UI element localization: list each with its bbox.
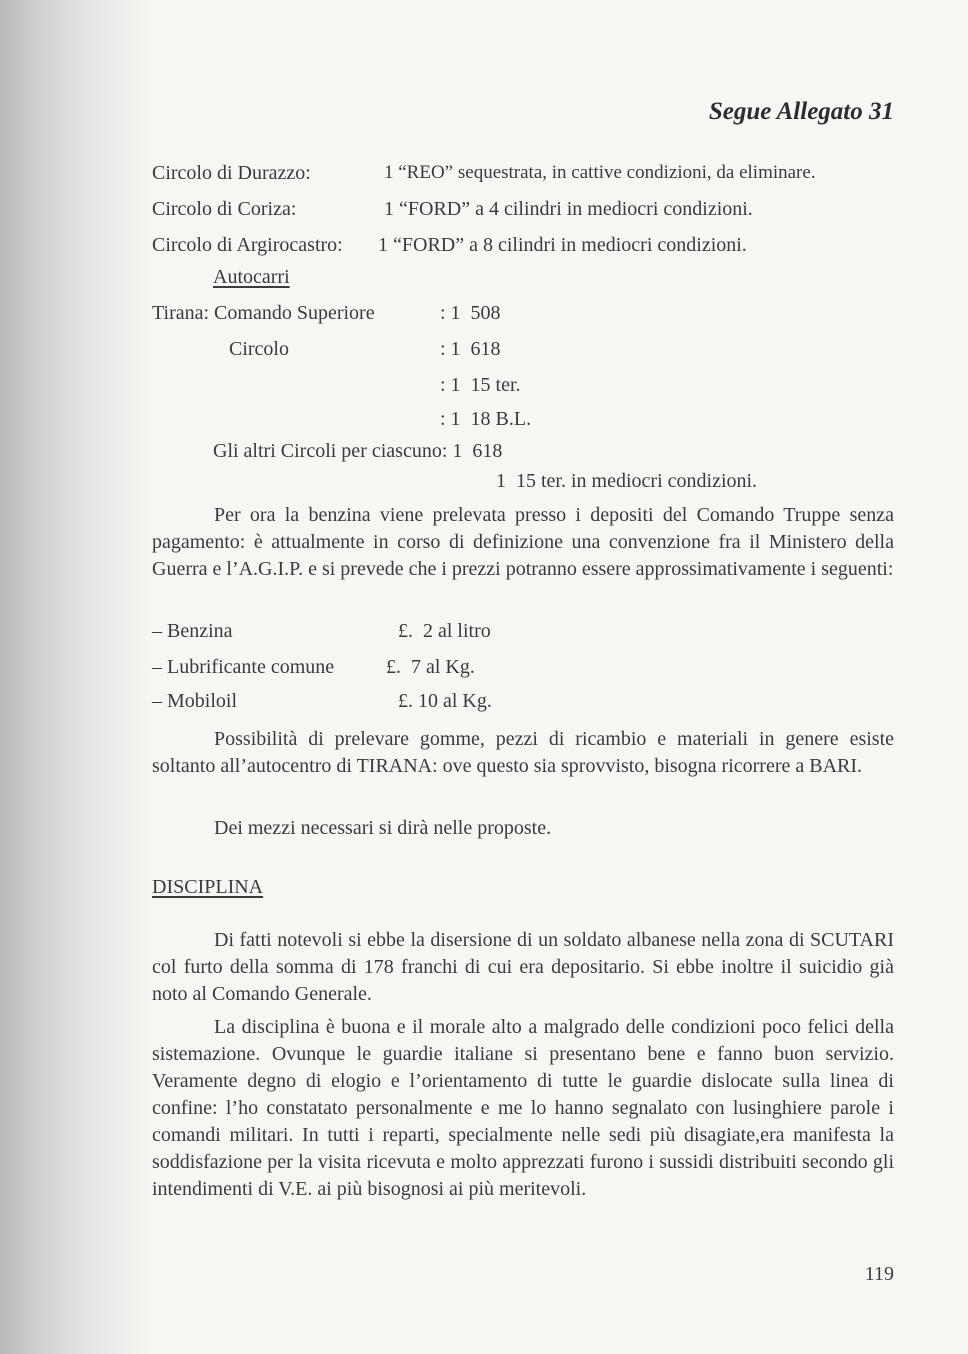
paragraph-disciplina-1: Di fatti notevoli si ebbe la disersione di un soldato albanese nella zona di SCUTARI col furto della somma di 178 franchi di cui era depositario. Si ebbe inoltre il suicidio già noto al Comando Generale.	[152, 929, 894, 1005]
paragraph-benzina: Per ora la benzina viene prelevata presso i depositi del Comando Truppe senza pagamento: è attualmente in corso di definizione una convenzione fra il Ministero della Guerra e l’A.G.I.P. e si prevede che i prezzi potranno essere approssimativamente i seguenti:	[152, 504, 894, 580]
paragraph-disciplina-2: La disciplina è buona e il morale alto a malgrado delle condizioni poco felici della sistemazione. Ovunque le guardie italiane si presentano bene e fanno buon servizio. Veramente degno di elogio e l’orientamento di tutte le guardie dislocate sulla linea di confine: l’ho constatato personalmente e me lo hanno segnalato con lusinghiere parole i comandi militari. In tutti i reparti, specialmente nelle sedi più disagiate,era manifesta la soddisfazione per la visita ricevuta e molto apprezzati furono i sussidi distribuiti secondo gli intendimenti di V.E. ai più bisognosi ai più meritevoli.	[152, 1016, 894, 1200]
circolo-desc: 1 “FORD” a 8 cilindri in mediocri condizioni.	[378, 234, 747, 256]
autocarri-label: Tirana: Comando Superiore	[152, 302, 375, 324]
paragraph-mezzi: Dei mezzi necessari si dirà nelle proposte.	[214, 817, 552, 839]
price-value: £. 2 al litro	[398, 620, 491, 642]
autocarri-value: : 1 18 B.L.	[440, 408, 532, 430]
circolo-desc: 1 “REO” sequestrata, in cattive condizioni, da eliminare.	[384, 162, 816, 183]
paragraph-ricambi: Possibilità di prelevare gomme, pezzi di ricambio e materiali in genere esiste soltanto all’autocentro di TIRANA: ove questo sia sprovvisto, bisogna ricorrere a BARI.	[152, 728, 894, 777]
autocarri-value: : 1 508	[440, 302, 501, 324]
autocarri-value: : 1 15 ter.	[440, 374, 521, 396]
circolo-label: Circolo di Argirocastro:	[152, 234, 343, 256]
circolo-label: Circolo di Coriza:	[152, 198, 297, 220]
page-number: 119	[864, 1263, 894, 1285]
circolo-desc: 1 “FORD” a 4 cilindri in mediocri condizioni.	[384, 198, 753, 220]
autocarri-others-line2: 1 15 ter. in mediocri condizioni.	[496, 470, 758, 492]
page-header: Segue Allegato 31	[708, 98, 894, 125]
price-value: £. 7 al Kg.	[386, 656, 475, 678]
section-title: DISCIPLINA	[152, 876, 264, 898]
circolo-label: Circolo di Durazzo:	[152, 162, 311, 184]
autocarri-label: Circolo	[229, 338, 289, 360]
autocarri-heading: Autocarri	[213, 266, 290, 288]
price-item: – Benzina	[152, 620, 233, 642]
price-item: – Lubrificante comune	[152, 656, 335, 678]
price-item: – Mobiloil	[152, 690, 238, 712]
autocarri-others: Gli altri Circoli per ciascuno: 1 618	[213, 440, 503, 462]
price-value: £. 10 al Kg.	[398, 690, 492, 712]
autocarri-value: : 1 618	[440, 338, 501, 360]
